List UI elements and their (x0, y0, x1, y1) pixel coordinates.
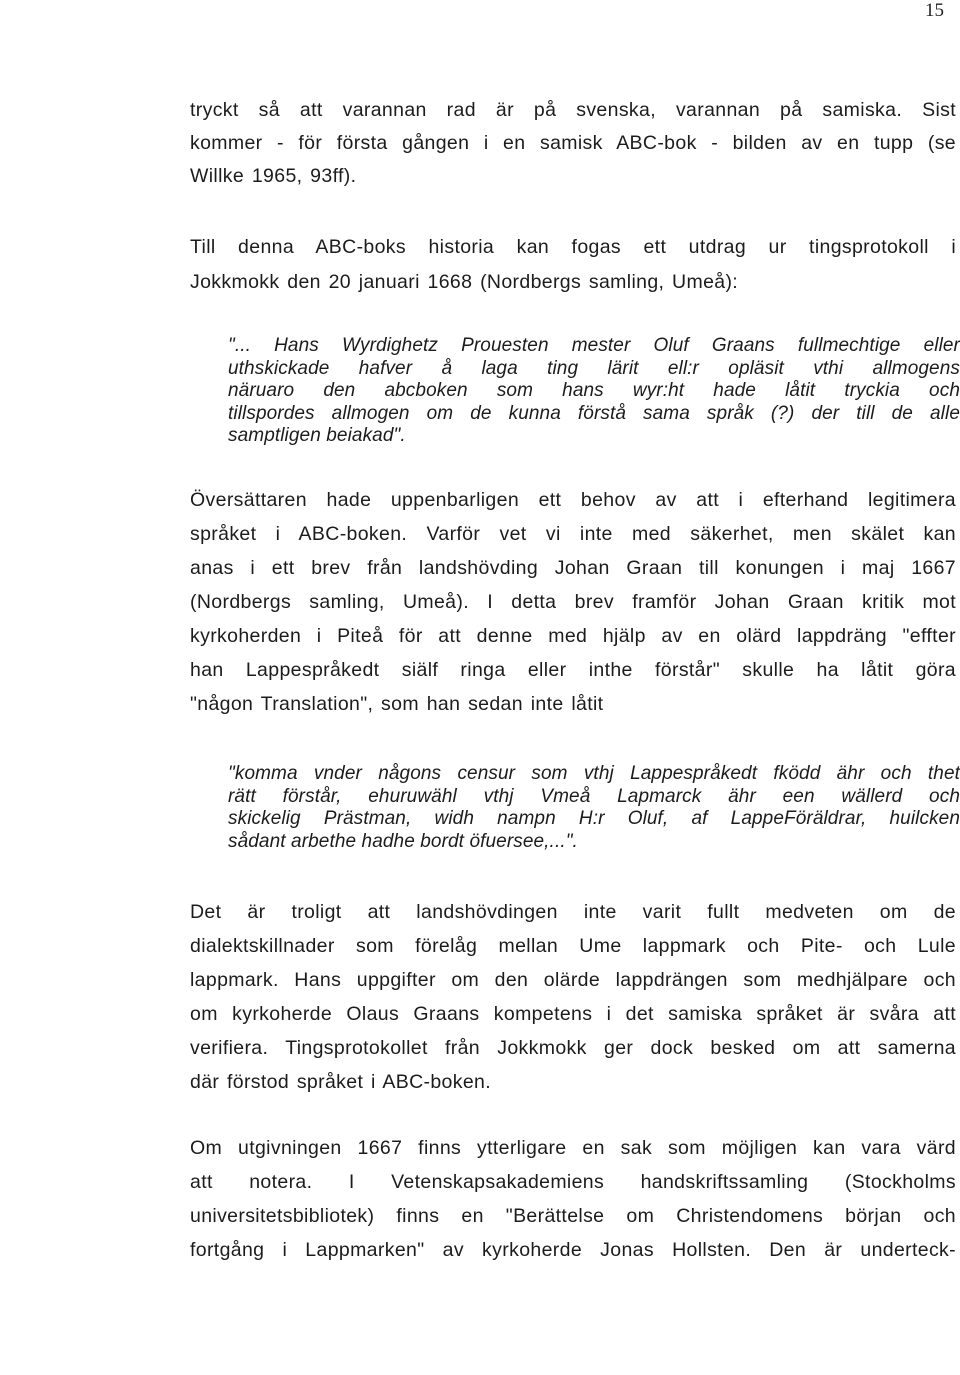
quote-graan-letter (228, 763, 960, 853)
quote-line: "... Hans Wyrdighetz Prouesten mester Oluf Graans fullmechtige eller (228, 335, 960, 356)
text-line: (Nordbergs samling, Umeå). I detta brev framför Johan Graan kritik mot (190, 591, 956, 613)
paragraph-abc-book-intro (190, 94, 960, 193)
page-number: 15 (925, 0, 944, 21)
quote-court-record (228, 335, 960, 448)
quote-line: sådant arbethe hadhe bordt öfuersee,...". (228, 830, 578, 852)
paragraph-dialect-differences (190, 895, 960, 1099)
quote-line: tillspordes allmogen om de kunna förstå sama språk (?) der till de alle (228, 402, 960, 424)
paragraph-translator (190, 483, 960, 721)
text-line: om kyrkoherde Olaus Graans kompetens i det samiska språket är svåra att (190, 1003, 956, 1025)
paragraph-court-record-intro (190, 230, 960, 300)
text-line: där förstod språket i ABC-boken. (190, 1071, 492, 1093)
text-line: universitetsbibliotek) finns en "Berättelse om Christendomens början och (190, 1205, 956, 1227)
quote-line: näruaro den abcboken som hans wyr:ht hade låtit tryckia och (228, 380, 960, 401)
text-line: Det är troligt att landshövdingen inte varit fullt medveten om de (190, 901, 956, 923)
text-line: verifiera. Tingsprotokollet från Jokkmokk ger dock besked om att samerna (190, 1037, 956, 1059)
text-line: Till denna ABC-boks historia kan fogas ett utdrag ur tingsprotokoll i (190, 236, 956, 258)
text-line: fortgång i Lappmarken" av kyrkoherde Jonas Hollsten. Den är underteck- (190, 1239, 956, 1261)
text-line: Om utgivningen 1667 finns ytterligare en sak som möjligen kan vara värd (190, 1137, 956, 1159)
text-line: Willke 1965, 93ff). (190, 165, 357, 187)
text-line: dialektskillnader som förelåg mellan Ume lappmark och Pite- och Lule (190, 935, 956, 957)
paragraph-1667-edition (190, 1131, 960, 1267)
quote-line: rätt förstår, ehuruwähl vthj Vmeå Lapmarck ähr een wällerd och (228, 785, 960, 807)
quote-line: uthskickade hafver å laga ting lärit ell:r opläsit vthi allmogens (228, 357, 960, 379)
text-line: anas i ett brev från landshövding Johan Graan till konungen i maj 1667 (190, 557, 956, 579)
text-line: kyrkoherden i Piteå för att denne med hjälp av en olärd lappdräng "effter (190, 625, 956, 647)
text-line: språket i ABC-boken. Varför vet vi inte med säkerhet, men skälet kan (190, 523, 956, 545)
text-line: tryckt så att varannan rad är på svenska, varannan på samiska. Sist (190, 99, 956, 121)
text-line: Översättaren hade uppenbarligen ett behov av att i efterhand legitimera (190, 489, 956, 511)
text-line: kommer - för första gången i en samisk ABC-bok - bilden av en tupp (se (190, 132, 956, 154)
text-line: han Lappespråkedt siälf ringa eller inthe förstår" skulle ha låtit göra (190, 659, 956, 681)
text-line: att notera. I Vetenskapsakademiens handskriftssamling (Stockholms (190, 1171, 956, 1193)
text-line: "någon Translation", som han sedan inte låtit (190, 693, 604, 715)
quote-line: "komma vnder någons censur som vthj Lappespråkedt fködd ähr och thet (228, 763, 960, 784)
quote-line: skickelig Prästman, widh nampn H:r Oluf, af LappeFöräldrar, huilcken (228, 808, 960, 829)
text-line: lappmark. Hans uppgifter om den olärde lappdrängen som medhjälpare och (190, 969, 956, 991)
text-line: Jokkmokk den 20 januari 1668 (Nordbergs samling, Umeå): (190, 271, 739, 293)
quote-line: samptligen beiakad". (228, 425, 406, 446)
